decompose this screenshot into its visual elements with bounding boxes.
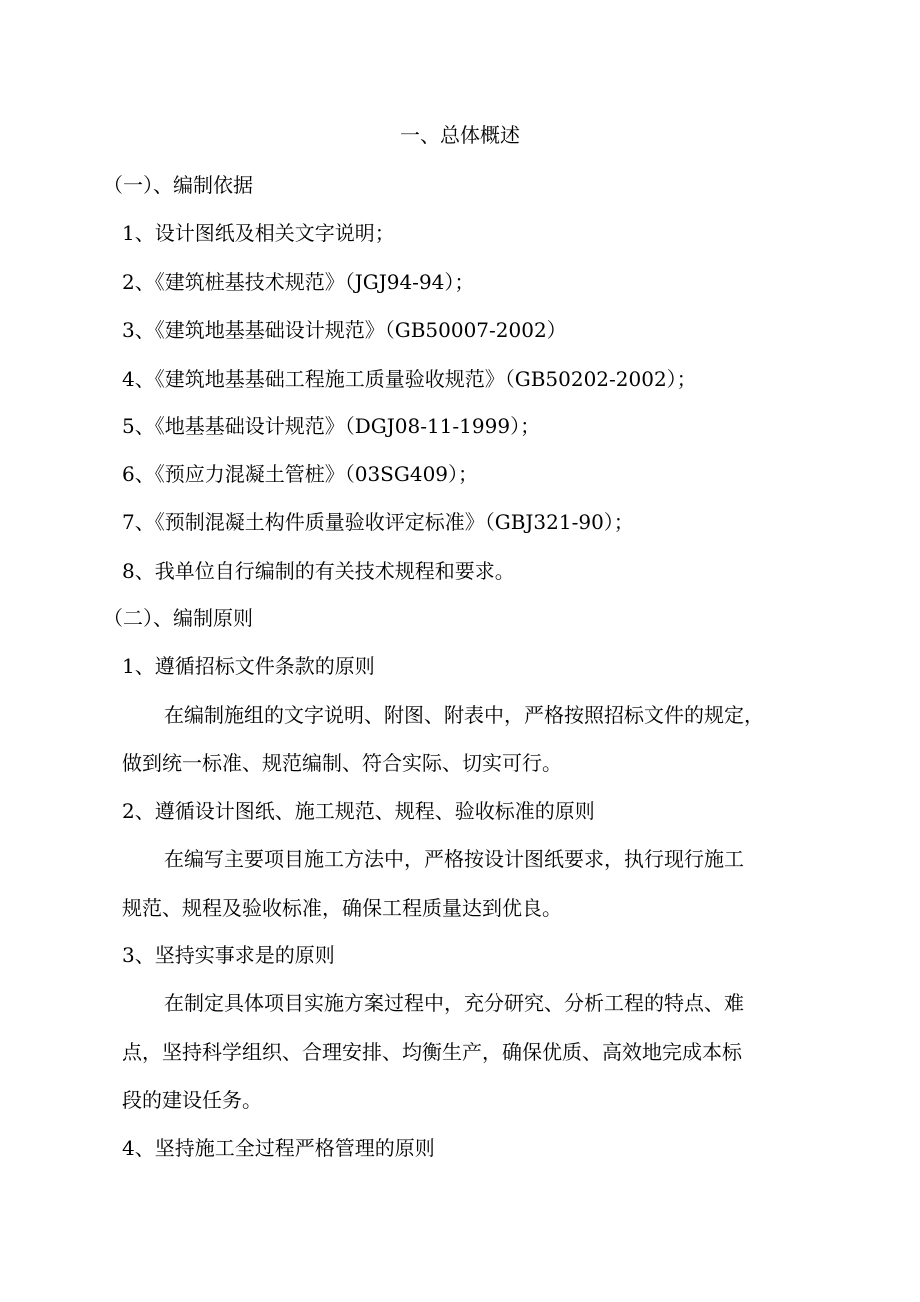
principle-text: 点，坚持科学组织、合理安排、均衡生产，确保优质、高效地完成本标 (122, 1040, 742, 1064)
principle-text: 在制定具体项目实施方案过程中，充分研究、分析工程的特点、难 (164, 991, 744, 1015)
basis-item: 5、《地基基础设计规范》（DGJ08-11-1999）； (122, 414, 541, 438)
principle-text: 在编写主要项目施工方法中，严格按设计图纸要求，执行现行施工 (164, 847, 744, 871)
basis-item: 7、《预制混凝土构件质量验收评定标准》（GBJ321-90）； (122, 510, 634, 534)
basis-item: 3、《建筑地基基础设计规范》（GB50007-2002） (122, 318, 567, 342)
basis-item: 6、《预应力混凝土管桩》（03SG409）； (122, 462, 479, 486)
page-title: 一、总体概述 (400, 123, 520, 147)
principle-text: 段的建设任务。 (122, 1088, 262, 1112)
principle-title: 1、遵循招标文件条款的原则 (122, 654, 375, 678)
principle-text: 做到统一标准、规范编制、符合实际、切实可行。 (122, 751, 562, 775)
principle-text: 在编制施组的文字说明、附图、附表中，严格按照招标文件的规定， (164, 703, 764, 727)
principle-title: 4、坚持施工全过程严格管理的原则 (122, 1136, 435, 1160)
principle-title: 3、坚持实事求是的原则 (122, 943, 335, 967)
principle-text: 规范、规程及验收标准，确保工程质量达到优良。 (122, 896, 562, 920)
basis-item: 4、《建筑地基基础工程施工质量验收规范》（GB50202-2002）； (122, 367, 697, 391)
principle-title: 2、遵循设计图纸、施工规范、规程、验收标准的原则 (122, 799, 595, 823)
basis-item: 8、我单位自行编制的有关技术规程和要求。 (122, 559, 515, 583)
section-heading-basis: （一）、编制依据 (103, 173, 253, 197)
basis-item: 2、《建筑桩基技术规范》（JGJ94-94）； (122, 270, 475, 294)
section-heading-principles: （二）、编制原则 (103, 606, 253, 630)
basis-item: 1、设计图纸及相关文字说明； (122, 221, 395, 245)
